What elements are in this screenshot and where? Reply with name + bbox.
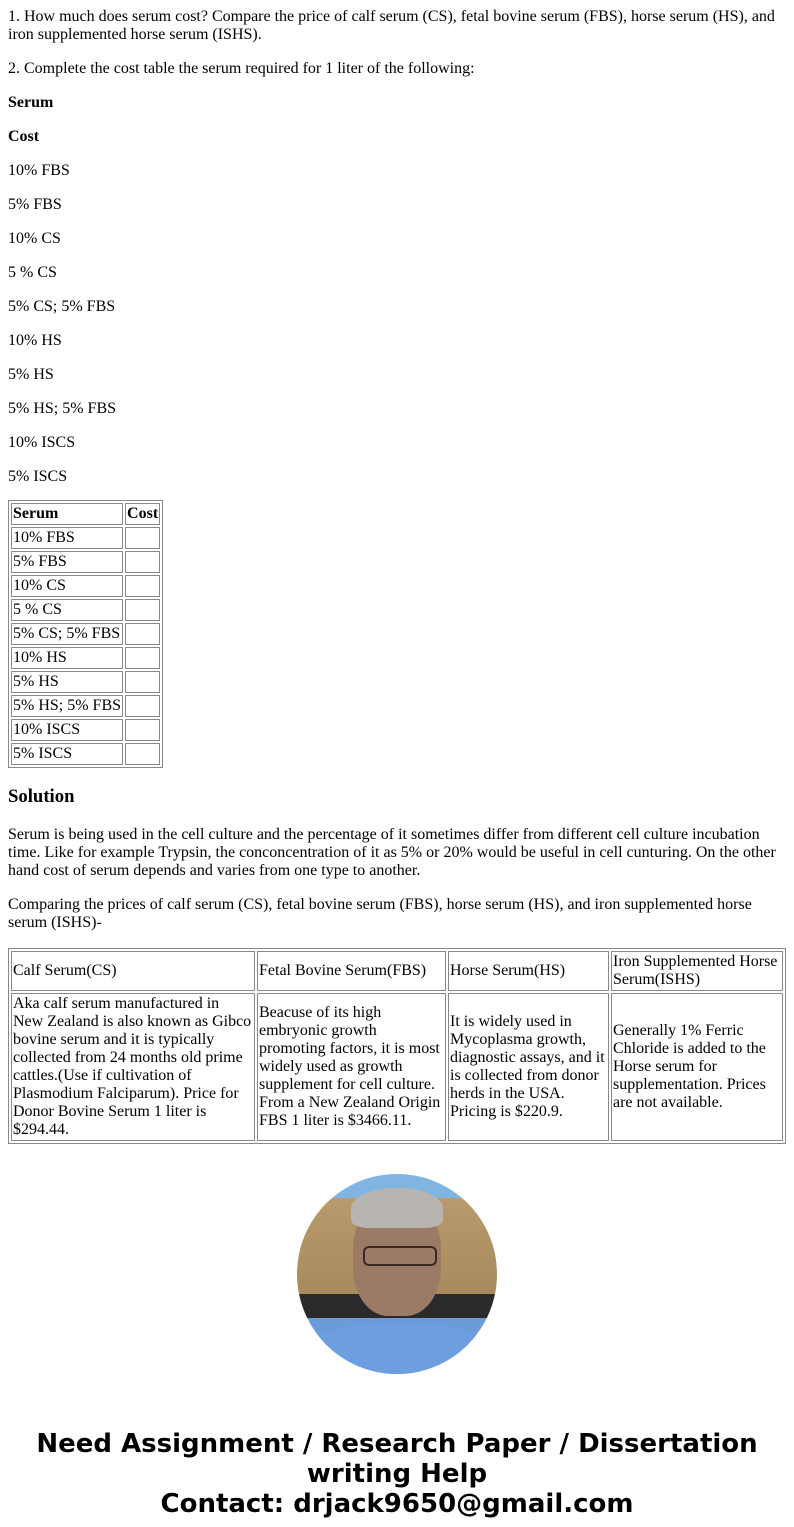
- header-cost: Cost: [125, 503, 160, 525]
- cost-cell[interactable]: [125, 575, 160, 597]
- table-row: [11, 719, 160, 741]
- cell-cs: Aka calf serum manufactured in New Zealand is also known as Gibco bovine serum and it is typically collected from 24 months old prime cattles.(Use if cultivation of Plasmodium Falciparum). Price for Donor Bovine Serum 1 liter is $294.44.: [11, 993, 255, 1141]
- cost-cell[interactable]: [125, 551, 160, 573]
- serum-cell: 5 % CS: [11, 599, 123, 621]
- table-row: [11, 599, 160, 621]
- serum-cell: 10% ISCS: [11, 719, 123, 741]
- solution-paragraph-2: Comparing the prices of calf serum (CS), fetal bovine serum (FBS), horse serum (HS), and iron supplemented horse serum (ISHS)-: [8, 896, 752, 931]
- solution-paragraph-1: Serum is being used in the cell culture and the percentage of it sometimes differ from different cell culture incubation time. Like for example Trypsin, the conconcentration of it as 5% or 20% would be useful in cell cunturing. On the other hand cost of serum depends and varies from one type to another.: [8, 826, 776, 879]
- header-cs: Calf Serum(CS): [11, 951, 255, 991]
- cost-cell[interactable]: [125, 599, 160, 621]
- serum-list: [8, 162, 786, 486]
- cost-cell[interactable]: [125, 647, 160, 669]
- serum-item: 5% CS; 5% FBS: [8, 298, 116, 315]
- cost-cell[interactable]: [125, 623, 160, 645]
- serum-cell: 5% FBS: [11, 551, 123, 573]
- promo-line: Need Assignment / Research Paper / Dissertation writing Help: [36, 1429, 758, 1489]
- serum-cell: 10% HS: [11, 647, 123, 669]
- header-hs: Horse Serum(HS): [448, 951, 609, 991]
- header-serum: Serum: [11, 503, 123, 525]
- cost-cell[interactable]: [125, 527, 160, 549]
- serum-cell: 5% HS: [11, 671, 123, 693]
- serum-cell: 5% HS; 5% FBS: [11, 695, 123, 717]
- comparison-table: [8, 948, 786, 1144]
- table-row: [11, 527, 160, 549]
- serum-item: 10% CS: [8, 230, 61, 247]
- author-photo: [297, 1174, 497, 1374]
- table-row: [11, 551, 160, 573]
- table-row: [11, 623, 160, 645]
- cost-cell[interactable]: [125, 743, 160, 765]
- serum-item: 10% HS: [8, 332, 62, 349]
- solution-heading: Solution: [8, 786, 75, 807]
- cost-cell[interactable]: [125, 695, 160, 717]
- cost-cell[interactable]: [125, 671, 160, 693]
- table-row: [11, 993, 783, 1141]
- cost-table: [8, 500, 163, 768]
- header-fbs: Fetal Bovine Serum(FBS): [257, 951, 446, 991]
- table-row: [11, 695, 160, 717]
- serum-cell: 10% FBS: [11, 527, 123, 549]
- cell-fbs: Beacuse of its high embryonic growth promoting factors, it is most widely used as growth supplement for cell culture. From a New Zealand Origin FBS 1 liter is $3466.11.: [257, 993, 446, 1141]
- cell-ishs: Generally 1% Ferric Chloride is added to the Horse serum for supplementation. Prices are not available.: [611, 993, 783, 1141]
- question-1: 1. How much does serum cost? Compare the price of calf serum (CS), fetal bovine serum (FBS), horse serum (HS), and iron supplemented horse serum (ISHS).: [8, 8, 775, 43]
- serum-item: 5 % CS: [8, 264, 57, 281]
- serum-cell: 5% ISCS: [11, 743, 123, 765]
- serum-item: 5% ISCS: [8, 468, 68, 485]
- serum-label: Serum: [8, 94, 54, 111]
- promo-footer: [8, 1429, 786, 1519]
- serum-item: 5% FBS: [8, 196, 62, 213]
- question-2: 2. Complete the cost table the serum required for 1 liter of the following:: [8, 60, 475, 77]
- table-row: [11, 671, 160, 693]
- serum-item: 5% HS; 5% FBS: [8, 400, 117, 417]
- cost-cell[interactable]: [125, 719, 160, 741]
- table-row: [11, 575, 160, 597]
- table-row: [11, 647, 160, 669]
- cell-hs: It is widely used in Mycoplasma growth, diagnostic assays, and it is collected from donor herds in the USA. Pricing is $220.9.: [448, 993, 609, 1141]
- serum-cell: 5% CS; 5% FBS: [11, 623, 123, 645]
- table-header-row: [11, 951, 783, 991]
- cost-label: Cost: [8, 128, 40, 145]
- serum-item: 5% HS: [8, 366, 54, 383]
- header-ishs: Iron Supplemented Horse Serum(ISHS): [611, 951, 783, 991]
- table-row: [11, 743, 160, 765]
- serum-item: 10% FBS: [8, 162, 70, 179]
- serum-item: 10% ISCS: [8, 434, 76, 451]
- contact-line: Contact: drjack9650@gmail.com: [160, 1489, 634, 1519]
- serum-cell: 10% CS: [11, 575, 123, 597]
